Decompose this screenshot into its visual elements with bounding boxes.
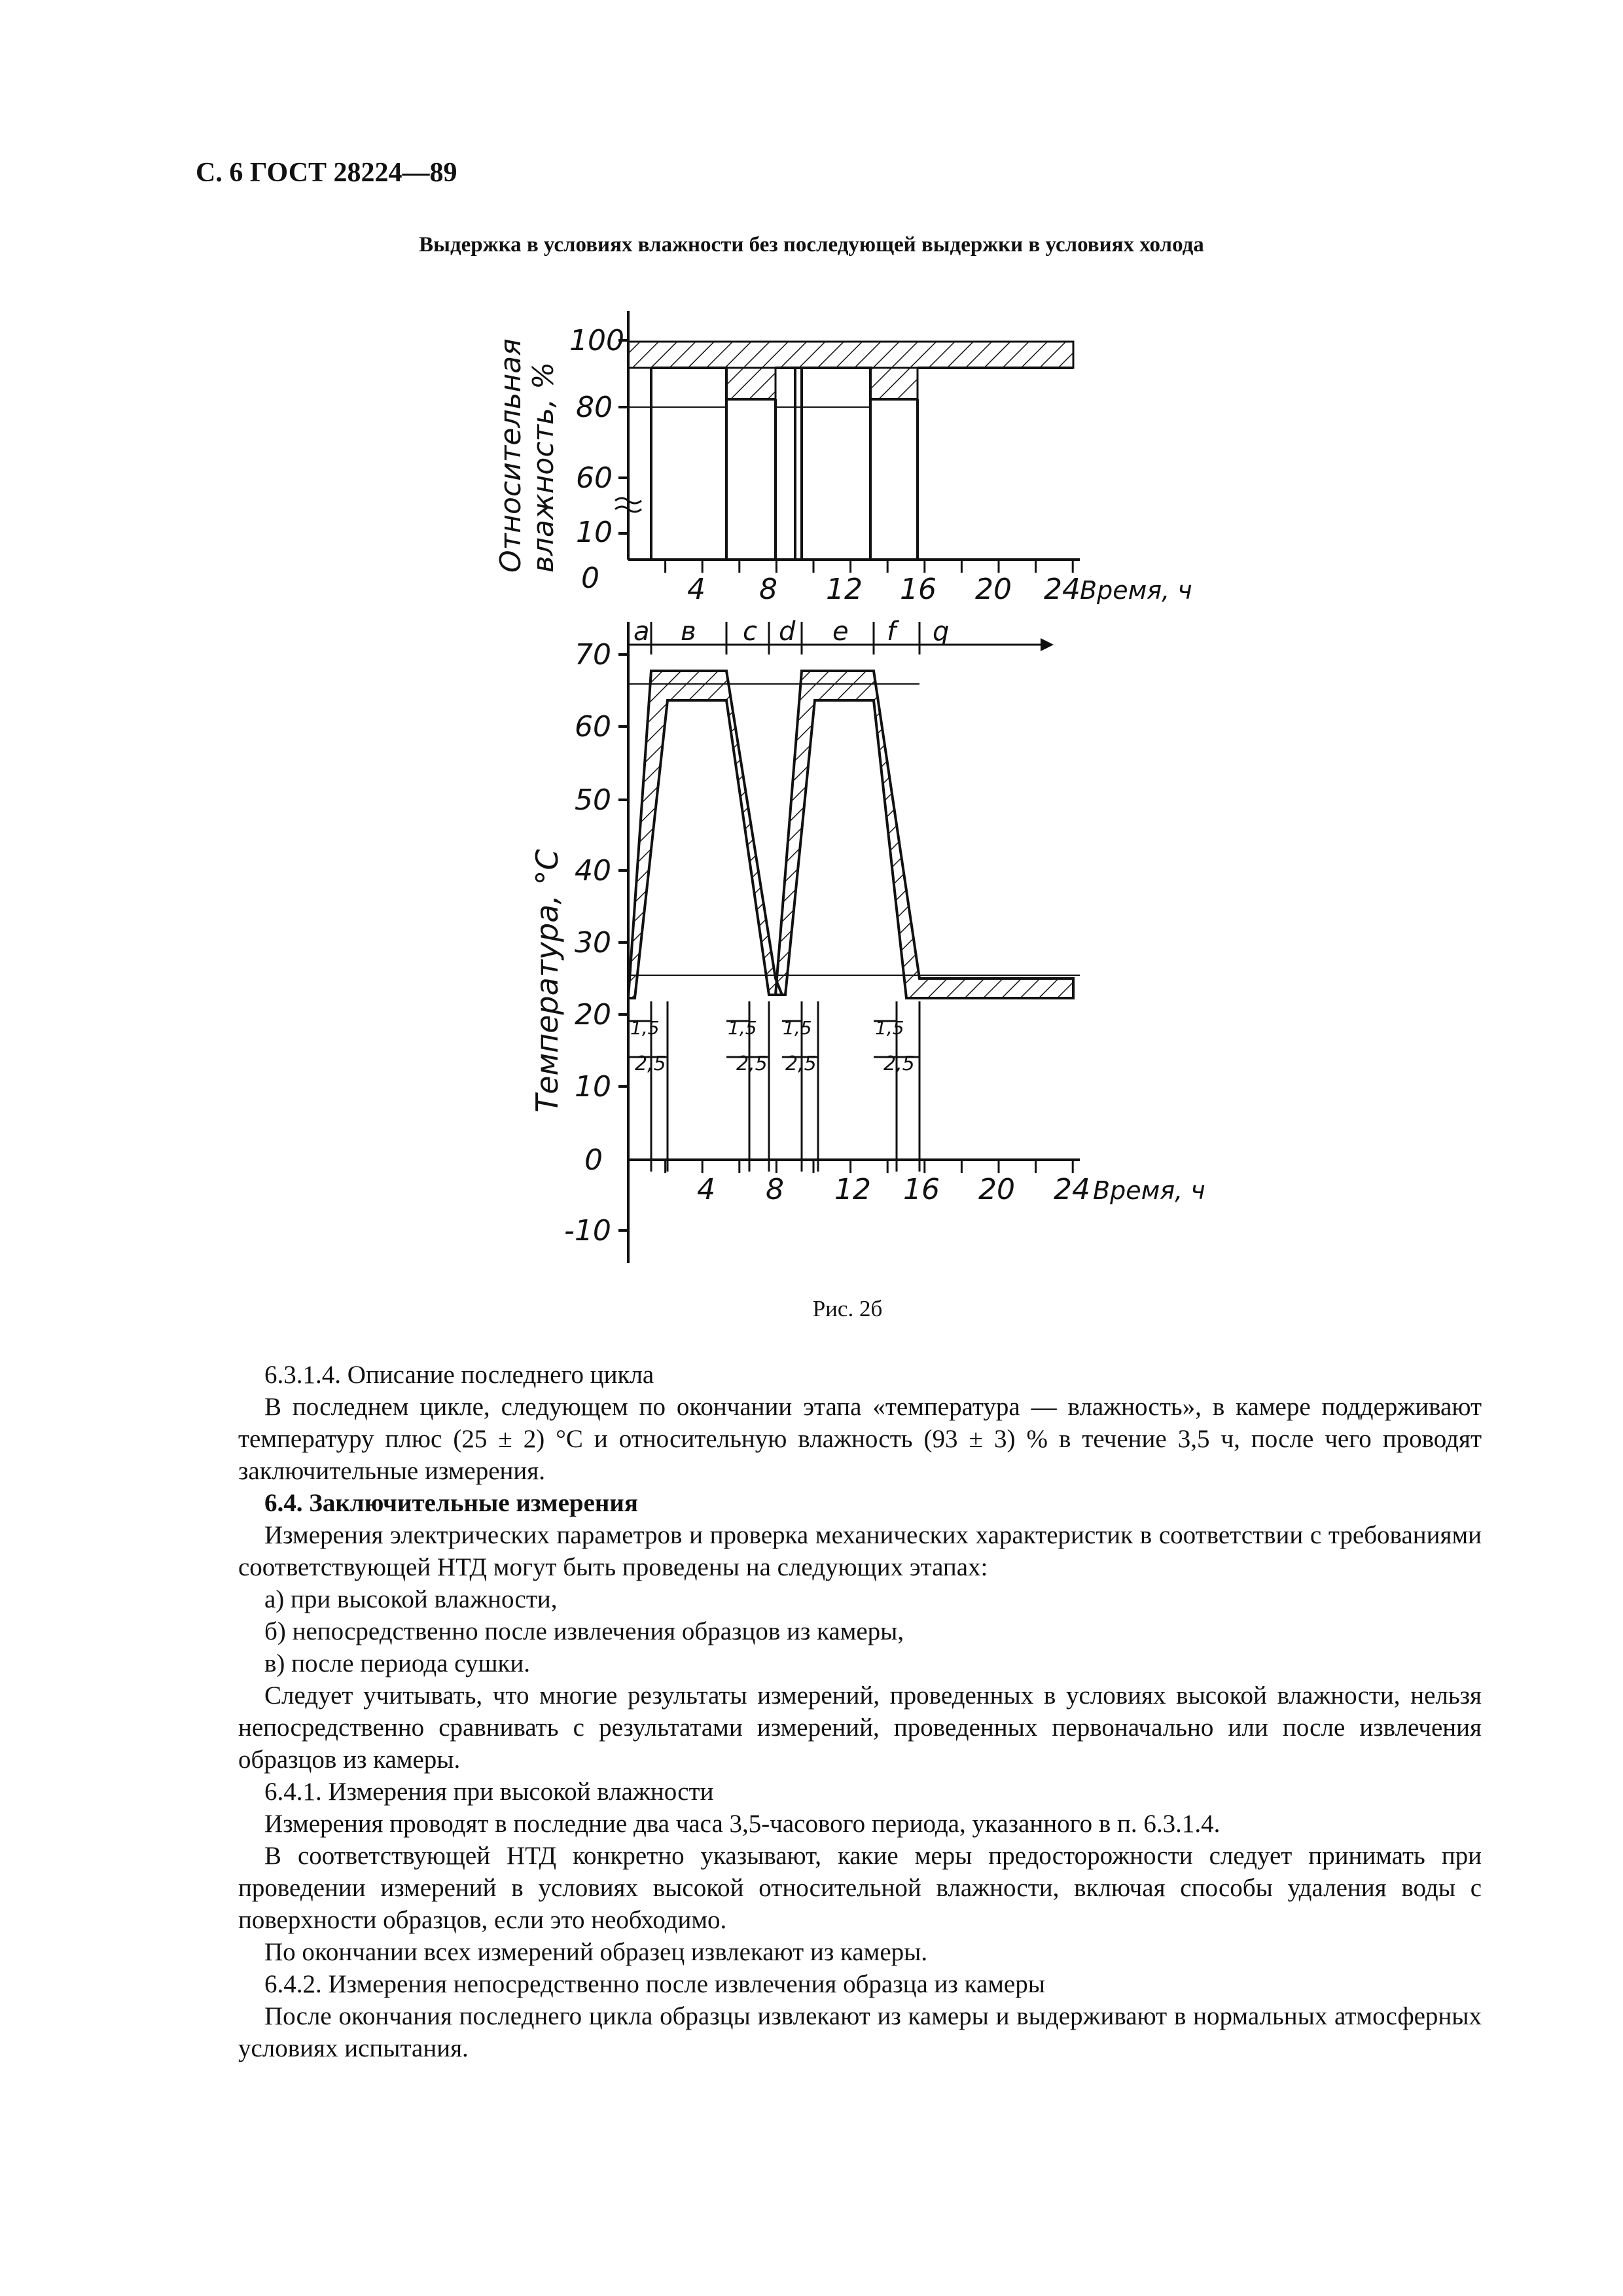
- phase-c: c: [743, 617, 757, 647]
- humidity-ylabel-2: влажность, %: [527, 362, 560, 573]
- humidity-xtick-20: 20: [975, 573, 1012, 606]
- humidity-xtick-12: 12: [826, 573, 863, 606]
- humidity-tick-80: 80: [576, 391, 613, 424]
- temp-tick-30: 30: [575, 926, 611, 960]
- temp-ylabel: Температура, °С: [529, 849, 565, 1113]
- humidity-xtick-24: 24: [1044, 573, 1080, 606]
- temp-tick-20: 20: [575, 998, 611, 1031]
- temp-tick-10: 10: [575, 1070, 611, 1103]
- temp-xlabel: Время, ч: [1093, 1176, 1205, 1205]
- temp-tick-40: 40: [575, 854, 611, 888]
- dur-d-short: 1,5: [783, 1017, 812, 1039]
- paragraph: В последнем цикле, следующем по окончании этапа «температура — влажность», в камере поддерживают температуру плюс (25 ± 2) °С и относительную влажность (93 ± 3) % в течение 3,5 ч, после чего проводят заключительные измерения.: [238, 1393, 1482, 1485]
- humidity-xtick-8: 8: [759, 573, 777, 606]
- list-item: а) при высокой влажности,: [264, 1585, 558, 1613]
- section-6-4-2: 6.4.2. Измерения непосредственно после извлечения образца из камеры: [264, 1970, 1045, 1998]
- dur-d-long: 2,5: [785, 1052, 817, 1075]
- phase-d: d: [779, 617, 796, 647]
- temp-xtick-16: 16: [903, 1173, 940, 1206]
- list-item: в) после периода сушки.: [264, 1649, 531, 1677]
- paragraph: По окончании всех измерений образец извлекают из камеры.: [264, 1938, 928, 1966]
- humidity-tick-60: 60: [576, 461, 613, 495]
- temp-tick-0: 0: [584, 1143, 603, 1177]
- humidity-xlabel: Время, ч: [1080, 576, 1192, 605]
- list-item: б) непосредственно после извлечения образцов из камеры,: [264, 1617, 904, 1645]
- phase-a: a: [633, 617, 650, 647]
- temperature-chart: [628, 622, 1080, 1263]
- temperature-profile: [628, 671, 1073, 998]
- dur-f-short: 1,5: [875, 1017, 904, 1039]
- paragraph: Следует учитывать, что многие результаты измерений, проведенных в условиях высокой влажности, нельзя непосредственно сравнивать с результатами измерений, проведенных первоначально или после извлечения образцов из камеры.: [238, 1681, 1482, 1774]
- figure-caption: Рис. 2б: [812, 1296, 883, 1321]
- temp-tick-50: 50: [575, 783, 611, 817]
- temp-tick-70: 70: [575, 638, 611, 672]
- paragraph: Измерения проводят в последние два часа 3,5-часового периода, указанного в п. 6.3.1.4.: [264, 1810, 1221, 1838]
- paragraph: После окончания последнего цикла образцы извлекают из камеры и выдерживают в нормальных атмосферных условиях испытания.: [238, 2002, 1482, 2062]
- temp-xtick-24: 24: [1054, 1173, 1090, 1206]
- dur-c-short: 1,5: [728, 1017, 757, 1039]
- dur-a-short: 1,5: [630, 1017, 660, 1039]
- humidity-band-top: [628, 342, 1073, 368]
- humidity-tick-10: 10: [576, 516, 613, 549]
- humidity-tick-0: 0: [581, 562, 599, 595]
- section-6-4-heading: 6.4. Заключительные измерения: [264, 1489, 638, 1517]
- temp-xtick-8: 8: [766, 1173, 784, 1206]
- humidity-ylabel-1: Относительная: [494, 338, 527, 573]
- humidity-xtick-16: 16: [900, 573, 936, 606]
- phase-f: f: [887, 617, 897, 647]
- temp-tick-60: 60: [575, 710, 611, 744]
- dur-f-long: 2,5: [883, 1052, 915, 1075]
- section-6-3-1-4: 6.3.1.4. Описание последнего цикла: [264, 1361, 654, 1389]
- dur-c-long: 2,5: [736, 1052, 768, 1075]
- phase-e: e: [832, 617, 849, 647]
- body-text: [238, 1359, 1482, 2064]
- page-header: С. 6 ГОСТ 28224—89: [196, 158, 457, 188]
- temp-xtick-20: 20: [978, 1173, 1015, 1206]
- section-6-4-1: 6.4.1. Измерения при высокой влажности: [264, 1778, 714, 1806]
- figure-title: Выдержка в условиях влажности без последующей выдержки в условиях холода: [419, 233, 1204, 257]
- dur-a-long: 2,5: [635, 1052, 666, 1075]
- humidity-xtick-4: 4: [687, 573, 705, 606]
- paragraph: Измерения электрических параметров и проверка механических характеристик в соответствии с требованиями соответствующей НТД могут быть проведены на следующих этапах:: [238, 1521, 1482, 1581]
- phase-v: в: [681, 617, 696, 647]
- temp-xtick-4: 4: [697, 1173, 715, 1206]
- temp-xtick-12: 12: [834, 1173, 871, 1206]
- paragraph: В соответствующей НТД конкретно указывают, какие меры предосторожности следует принимать при проведении измерений в условиях высокой относительной влажности, включая способы удаления воды с поверхности образцов, если это необходимо.: [238, 1842, 1482, 1934]
- phase-q: q: [933, 617, 950, 647]
- temp-tick-minus10: -10: [564, 1214, 611, 1247]
- humidity-levels: [628, 368, 1073, 560]
- humidity-tick-100: 100: [569, 324, 624, 357]
